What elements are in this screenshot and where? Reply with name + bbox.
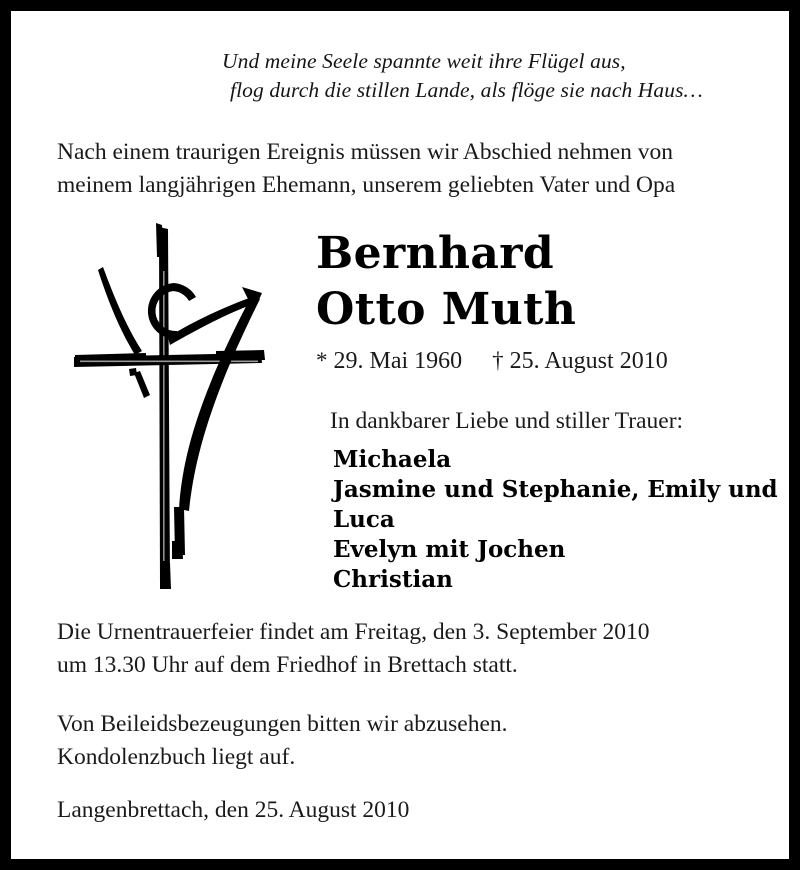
ceremony-details: [57, 616, 767, 682]
cross-with-flame-icon: [56, 211, 286, 601]
death-date: 25. August 2010: [509, 348, 668, 374]
condolence-line-1: Von Beileidsbezeugungen bitten wir abzusehen.: [57, 711, 508, 737]
mourner-name: Evelyn mit Jochen: [333, 536, 566, 563]
mourners-block: [316, 405, 778, 595]
epigraph-line-2: flog durch die stillen Lande, als flöge sie nach Haus…: [230, 78, 703, 102]
announcement-intro-line-1: Nach einem traurigen Ereignis müssen wir Abschied nehmen von: [57, 139, 674, 165]
ceremony-line-1: Die Urnentrauerfeier findet am Freitag, den 3. September 2010: [57, 619, 650, 645]
death-cross-symbol: †: [492, 348, 504, 373]
mourning-border-left: [0, 0, 11, 870]
ceremony-line-2: um 13.30 Uhr auf dem Friedhof in Brettach statt.: [57, 652, 518, 678]
mourner-name: Christian: [333, 566, 453, 593]
notice-content-area: [11, 11, 789, 859]
deceased-name-line-1: Bernhard: [316, 228, 555, 279]
place-date-line-1: Langenbrettach, den 25. August 2010: [57, 797, 410, 823]
life-dates: [316, 346, 766, 376]
mourning-border-top: [0, 0, 800, 11]
mourning-border-bottom: [0, 859, 800, 870]
mourner-name: Jasmine und Stephanie, Emily und: [333, 476, 778, 503]
condolence-note: [57, 708, 767, 774]
birth-date: 29. Mai 1960: [333, 348, 463, 374]
condolence-line-2: Kondolenzbuch liegt auf.: [57, 744, 296, 770]
epigraph-line-1: Und meine Seele spannte weit ihre Flügel aus,: [222, 49, 626, 73]
place-and-date: [57, 794, 767, 827]
mourning-border-right: [789, 0, 800, 870]
epigraph: [222, 47, 756, 105]
mourners-heading: In dankbarer Liebe und stiller Trauer:: [330, 408, 684, 434]
mourner-name: Luca: [333, 506, 395, 533]
deceased-name-line-2: Otto Muth: [316, 284, 577, 335]
announcement-intro-line-2: meinem langjährigen Ehemann, unserem geliebten Vater und Opa: [57, 172, 676, 198]
announcement-intro: [57, 136, 757, 202]
mourner-name: Michaela: [333, 446, 452, 473]
birth-star-symbol: *: [316, 348, 328, 373]
deceased-name-block: [316, 226, 766, 376]
mourners-name-list: [316, 445, 778, 595]
